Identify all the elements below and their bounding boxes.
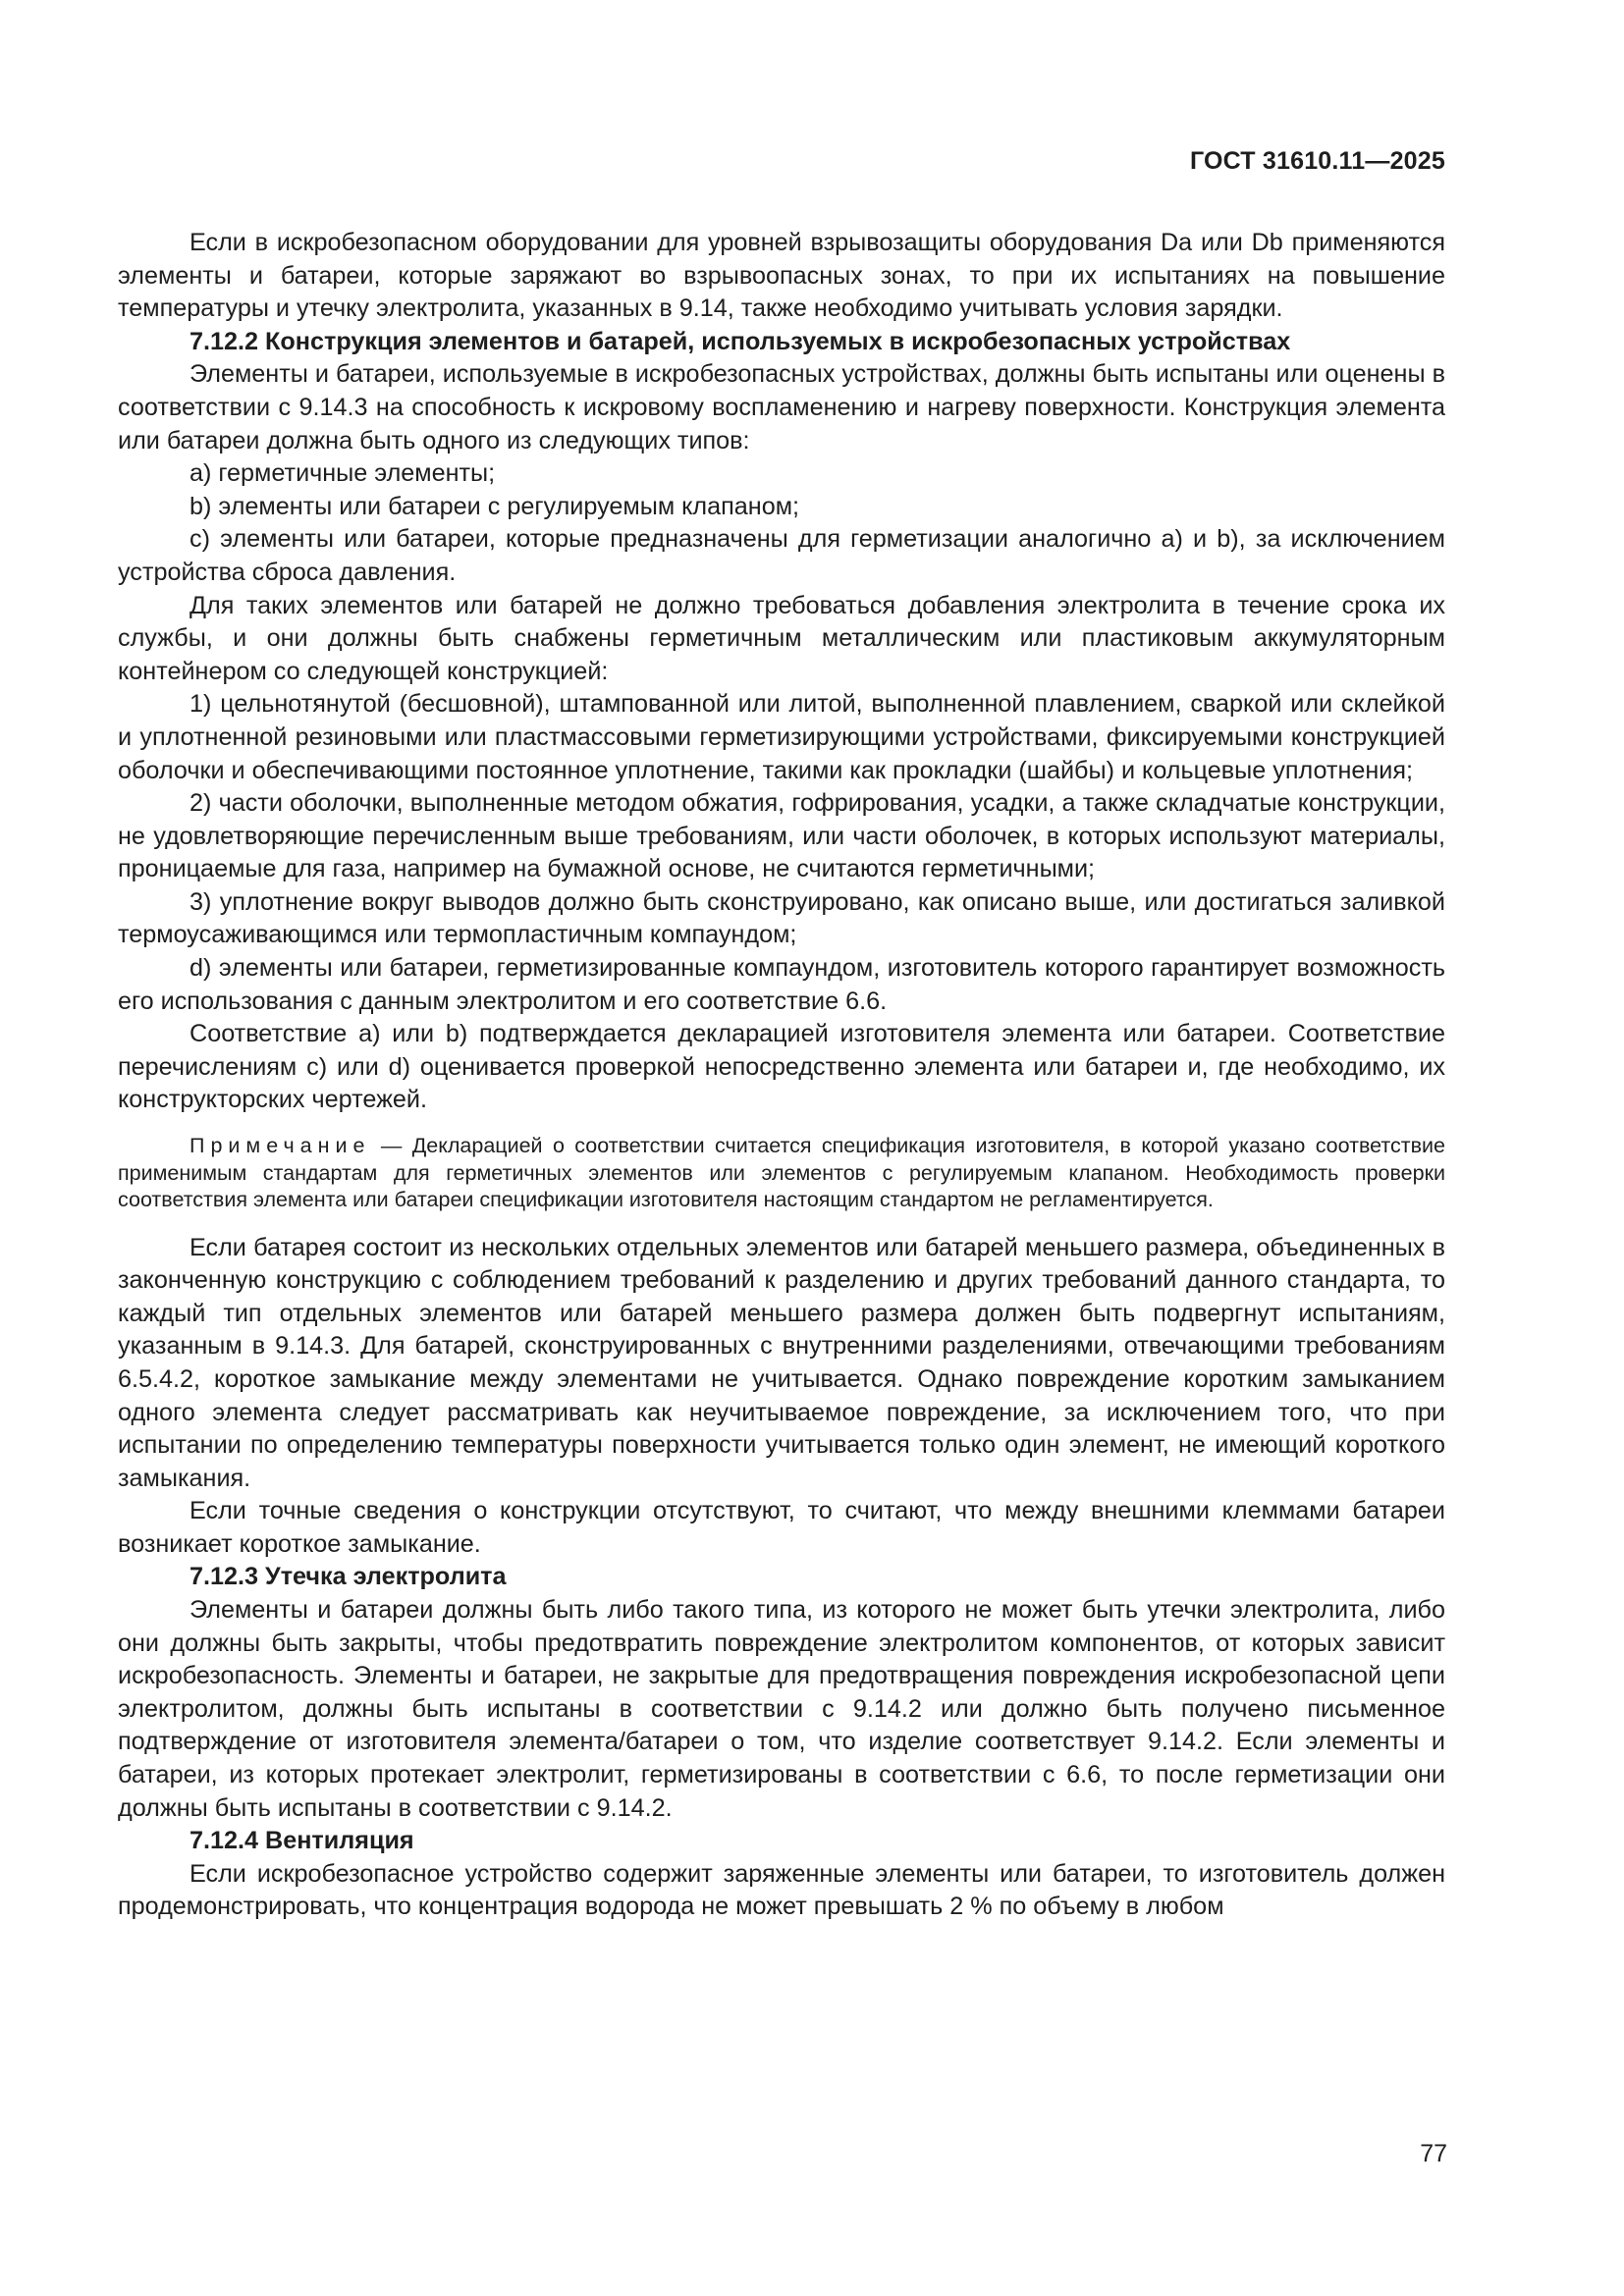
note: [118, 1133, 1445, 1214]
list-item-b: b) элементы или батареи с регулируемым клапаном;: [189, 492, 800, 520]
paragraph: Если искробезопасное устройство содержит заряженные элементы или батареи, то изготовитель должен продемонстрировать, что концентрация водорода не может превышать 2 % по объему в любом: [118, 1859, 1445, 1921]
note-label: Примечание: [189, 1134, 371, 1158]
list-item-d: d) элементы или батареи, герметизированные компаундом, изготовитель которого гарантирует возможность его использования с данным электролитом и его соответствие 6.6.: [118, 954, 1445, 1015]
list-item-1: 1) цельнотянутой (бесшовной), штампованной или литой, выполненной плавлением, сваркой или склейкой и уплотненной резиновыми или пластмассовыми герметизирующими устройствами, фиксируемыми конструкцией оболочки и обеспечивающими постоянное уплотнение, такими как прокладки (шайбы) и кольцевые уплотнения;: [118, 690, 1445, 784]
paragraph: Для таких элементов или батарей не должно требоваться добавления электролита в течение срока их службы, и они должны быть снабжены герметичным металлическим или пластиковым аккумуляторным контейнером со следующей конструкцией:: [118, 591, 1445, 685]
list-item-a: a) герметичные элементы;: [189, 459, 496, 488]
section-heading-7-12-2: 7.12.2 Конструкция элементов и батарей, используемых в искробезопасных устройствах: [189, 327, 1291, 355]
section-heading-7-12-3: 7.12.3 Утечка электролита: [189, 1563, 507, 1591]
section-heading-7-12-4: 7.12.4 Вентиляция: [189, 1827, 414, 1855]
paragraph: Элементы и батареи должны быть либо такого типа, из которого не может быть утечки электролита, либо они должны быть закрыты, чтобы предотвратить повреждение электролитом компонентов, от которых зависит искробезопасность. Элементы и батареи, не закрытые для предотвращения повреждения искробезопасной цепи электролитом, должны быть испытаны в соответствии с 9.14.2 или должно быть получено письменное подтверждение от изготовителя элемента/батареи о том, что изделие соответствует 9.14.2. Если элементы и батареи, из которых протекает электролит, герметизированы в соответствии с 6.6, то после герметизации они должны быть испытаны в соответствии с 9.14.2.: [118, 1596, 1445, 1822]
list-item-3: 3) уплотнение вокруг выводов должно быть сконструировано, как описано выше, или достигаться заливкой термоусаживающимся или термопластичным компаундом;: [118, 887, 1445, 949]
paragraph: Если батарея состоит из нескольких отдельных элементов или батарей меньшего размера, объединенных в законченную конструкцию с соблюдением требований к разделению и других требований данного стандарта, то каждый тип отдельных элементов или батарей меньшего размера должен быть подвергнут испытаниям, указанным в 9.14.3. Для батарей, сконструированных с внутренними разделениями, отвечающими требованиям 6.5.4.2, короткое замыкание между элементами не учитывается. Однако повреждение коротким замыканием одного элемента следует рассматривать как неучитываемое повреждение, за исключением того, что при испытании по определению температуры поверхности учитывается только один элемент, не имеющий короткого замыкания.: [118, 1233, 1445, 1492]
paragraph: Элементы и батареи, используемые в искробезопасных устройствах, должны быть испытаны или оценены в соответствии с 9.14.3 на способность к искровому воспламенению и нагреву поверхности. Конструкция элемента или батареи должна быть одного из следующих типов:: [118, 360, 1445, 454]
document-body: [118, 227, 1445, 1924]
note-text: — Декларацией о соответствии считается спецификация изготовителя, в которой указано соответствие применимым стандартам для герметичных элементов или элементов с регулируемым клапаном. Необходимость проверки соответствия элемента или батареи спецификации изготовителя настоящим стандартом не регламентируется.: [118, 1134, 1445, 1212]
page-number: 77: [1420, 2140, 1447, 2167]
paragraph: Соответствие a) или b) подтверждается декларацией изготовителя элемента или батареи. Соответствие перечислениям c) или d) оценивается проверкой непосредственно элемента или батареи и, где необходимо, их конструкторских чертежей.: [118, 1020, 1445, 1114]
paragraph: Если в искробезопасном оборудовании для уровней взрывозащиты оборудования Da или Db применяются элементы и батареи, которые заряжают во взрывоопасных зонах, то при их испытаниях на повышение температуры и утечку электролита, указанных в 9.14, также необходимо учитывать условия зарядки.: [118, 229, 1445, 323]
list-item-2: 2) части оболочки, выполненные методом обжатия, гофрирования, усадки, а также складчатые конструкции, не удовлетворяющие перечисленным выше требованиям, или части оболочек, в которых используют материалы, проницаемые для газа, например на бумажной основе, не считаются герметичными;: [118, 789, 1445, 883]
paragraph: Если точные сведения о конструкции отсутствуют, то считают, что между внешними клеммами батареи возникает короткое замыкание.: [118, 1497, 1445, 1558]
standard-code: ГОСТ 31610.11—2025: [1189, 147, 1445, 175]
list-item-c: c) элементы или батареи, которые предназначены для герметизации аналогично a) и b), за исключением устройства сброса давления.: [118, 525, 1445, 586]
